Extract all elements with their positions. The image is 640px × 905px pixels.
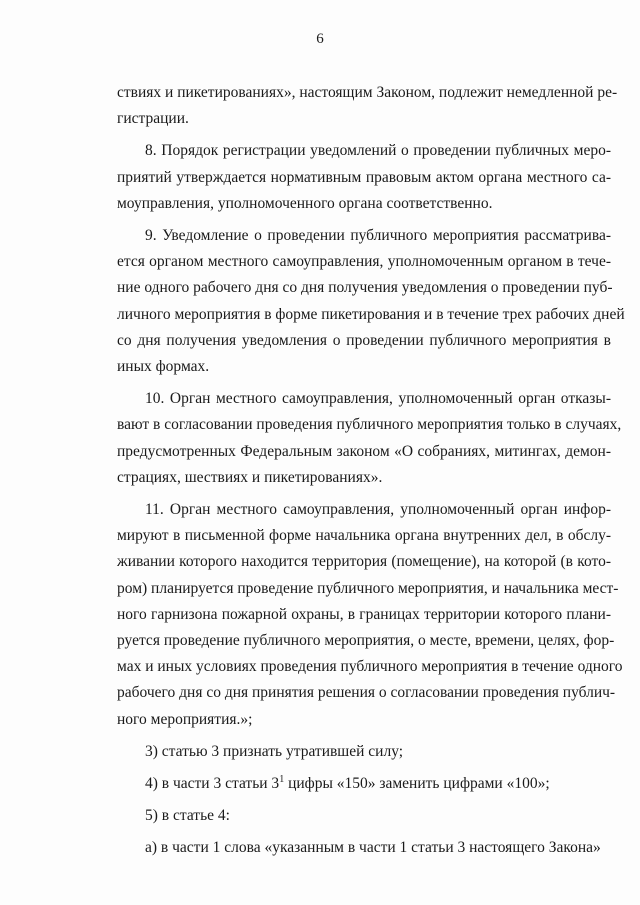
text-line: руется проведение публичного мероприятия, о месте, времени, целях, фор- — [117, 632, 615, 650]
paragraphs-container — [117, 80, 625, 733]
text-line: 11. Орган местного самоуправления, уполномоченный орган инфор- — [145, 501, 611, 519]
text-line: мируют в письменной форме начальника органа внутренних дел, в обслу- — [117, 527, 611, 545]
text-line: 8. Порядок регистрации уведомлений о проведении публичных меро- — [145, 142, 611, 160]
text-line: рабочего дня со дня принятия решения о согласовании проведения публич- — [117, 684, 616, 702]
paragraph-p-11 — [117, 497, 623, 733]
text-line: ного мероприятия.»; — [117, 710, 253, 728]
text-line: ние одного рабочего дня со дня получения уведомления о проведении пуб- — [117, 279, 613, 297]
item-5: 5) в статье 4: — [145, 807, 230, 825]
text-line: со дня получения уведомления о проведении публичного мероприятия в — [117, 331, 611, 349]
text-line: иных формах. — [117, 358, 210, 376]
item-5a: а) в части 1 слова «указанным в части 1 статьи 3 настоящего Закона» — [145, 839, 601, 857]
item-4 — [117, 771, 611, 797]
text-line: вают в согласовании проведения публичного мероприятия только в случаях, — [117, 416, 622, 434]
paragraph-p-9 — [117, 223, 625, 380]
text-line: предусмотренных Федеральным законом «О собраниях, митингах, демон- — [117, 442, 611, 460]
item-4-superscript: 1 — [279, 773, 285, 785]
text-line: моуправления, уполномоченного органа соответственно. — [117, 194, 493, 212]
text-line: 10. Орган местного самоуправления, уполномоченный орган отказы- — [145, 390, 611, 408]
item-4-text-before: 4) в части 3 статьи 3 — [145, 775, 280, 793]
text-line: личного мероприятия в форме пикетирования и в течение трех рабочих дней — [117, 305, 625, 323]
text-line: мах и иных условиях проведения публичного мероприятия в течение одного — [117, 658, 623, 676]
item-3: 3) статью 3 признать утратившей силу; — [145, 742, 404, 760]
page-number: 6 — [316, 31, 324, 47]
document-body — [117, 80, 625, 868]
text-line: 9. Уведомление о проведении публичного мероприятия рассматрива- — [145, 227, 611, 245]
paragraph-p-10 — [117, 386, 622, 491]
text-line: гистрации. — [117, 110, 189, 128]
paragraph-p-8 — [117, 138, 611, 217]
text-line: страциях, шествиях и пикетированиях». — [117, 468, 383, 486]
text-line: ствиях и пикетированиях», настоящим Законом, подлежит немедленной ре- — [117, 84, 618, 101]
text-line: ного гарнизона пожарной охраны, в границах территории которого плани- — [117, 605, 611, 623]
item-4-text-after: цифры «150» заменить цифрами «100»; — [284, 775, 550, 793]
text-line: живании которого находится территория (помещение), на которой (в кото- — [117, 553, 611, 571]
text-line: ром) планируется проведение публичного мероприятия, и начальника мест- — [117, 579, 619, 597]
paragraph-p-continued — [117, 80, 618, 132]
text-line: ется органом местного самоуправления, уполномоченным органом в тече- — [117, 253, 611, 271]
text-line: приятий утверждается нормативным правовым актом органа местного са- — [117, 168, 611, 186]
